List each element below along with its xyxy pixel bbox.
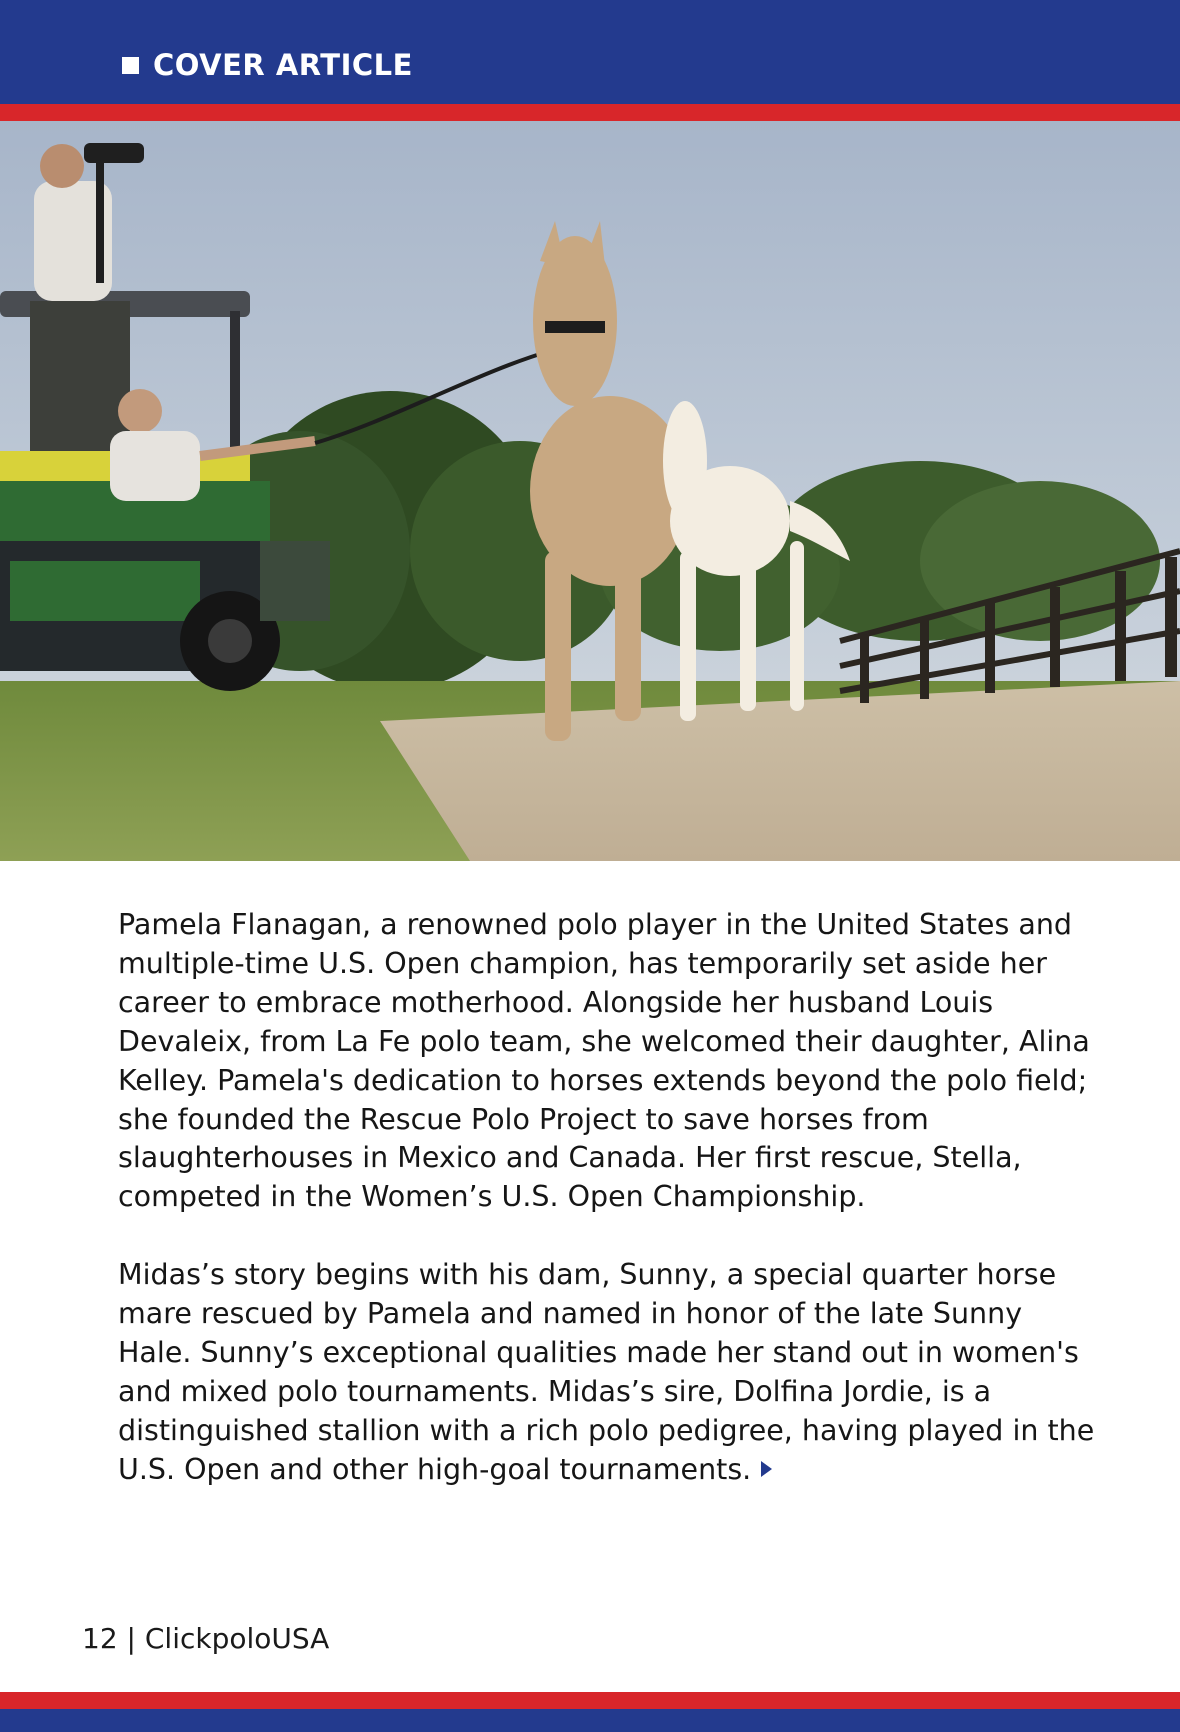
page-footer: 12 | ClickpoloUSA — [82, 1622, 330, 1655]
square-bullet-icon — [122, 57, 139, 74]
section-label — [122, 48, 413, 82]
article-paragraph-last — [118, 1256, 1098, 1489]
cover-photo — [0, 121, 1180, 861]
article-body — [118, 906, 1098, 1490]
section-label-text: COVER ARTICLE — [153, 48, 413, 82]
header-red-stripe — [0, 104, 1180, 121]
play-triangle-icon — [761, 1461, 772, 1477]
footer-red-stripe — [0, 1692, 1180, 1709]
article-paragraph-text: Midas’s story begins with his dam, Sunny, a special quarter horse mare rescued by Pamela and named in honor of the late Sunny Hale. Sunny’s exceptional qualities made her stand out in women's and mixed polo tournaments. Midas’s sire, Dolfina Jordie, is a distinguished stallion with a rich polo pedigree, having played in the U.S. Open and other high-goal tournaments. — [118, 1258, 1095, 1486]
article-paragraph: Pamela Flanagan, a renowned polo player in the United States and multiple-time U.S. Open champion, has temporarily set aside her career to embrace motherhood. Alongside her husband Louis Devaleix, from La Fe polo team, she welcomed their daughter, Alina Kelley. Pamela's dedication to horses extends beyond the polo field; she founded the Rescue Polo Project to save horses from slaughterhouses in Mexico and Canada. Her first rescue, Stella, competed in the Women’s U.S. Open Championship. — [118, 908, 1090, 1214]
footer-band — [0, 1709, 1180, 1732]
